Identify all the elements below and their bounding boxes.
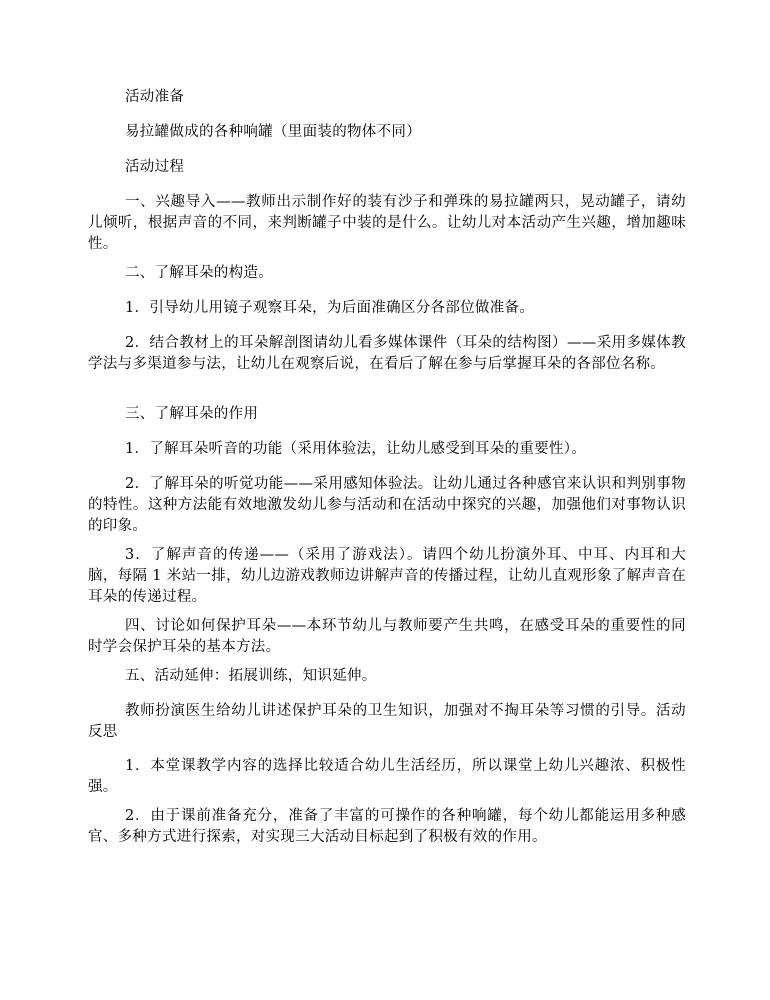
paragraph: 2．了解耳朵的听觉功能——采用感知体验法。让幼儿通过各种感官来认识和判别事物的特性。这种方法能有效地激发幼儿参与活动和在活动中探究的兴趣，加强他们对事物认识的印象。 xyxy=(88,476,686,534)
paragraph: 易拉罐做成的各种响罐（里面装的物体不同） xyxy=(125,124,421,140)
paragraph: 2．结合教材上的耳朵解剖图请幼儿看多媒体课件（耳朵的结构图）——采用多媒体教学法与多渠道参与法，让幼儿在观察后说，在看后了解在参与后掌握耳朵的各部位名称。 xyxy=(88,335,686,372)
paragraph: 2．由于课前准备充分，准备了丰富的可操作的各种响罐，每个幼儿都能运用多种感官、多种方式进行探索，对实现三大活动目标起到了积极有效的作用。 xyxy=(88,808,686,845)
paragraph: 1．引导幼儿用镜子观察耳朵，为后面准确区分各部位做准备。 xyxy=(125,300,535,316)
paragraph: 二、了解耳朵的构造。 xyxy=(125,265,273,281)
paragraph: 三、了解耳朵的作用 xyxy=(125,406,259,422)
section-heading-preparation: 活动准备 xyxy=(125,89,185,105)
section-heading-process: 活动过程 xyxy=(125,159,185,175)
paragraph: 3．了解声音的传递——（采用了游戏法）。请四个幼儿扮演外耳、中耳、内耳和大脑，每隔 1 米站一排，幼儿边游戏教师边讲解声音的传播过程，让幼儿直观形象了解声音在耳朵的传递过程。 xyxy=(88,547,686,605)
paragraph: 教师扮演医生给幼儿讲述保护耳朵的卫生知识，加强对不掏耳朵等习惯的引导。活动反思 xyxy=(88,703,686,740)
paragraph: 1．了解耳朵听音的功能（采用体验法，让幼儿感受到耳朵的重要性）。 xyxy=(125,441,587,457)
paragraph: 五、活动延伸：拓展训练，知识延伸。 xyxy=(125,668,377,684)
paragraph: 一、兴趣导入——教师出示制作好的装有沙子和弹珠的易拉罐两只，晃动罐子，请幼儿倾听，根据声音的不同，来判断罐子中装的是什么。让幼儿对本活动产生兴趣，增加趣味性。 xyxy=(88,194,686,252)
paragraph: 1．本堂课教学内容的选择比较适合幼儿生活经历，所以课堂上幼儿兴趣浓、积极性强。 xyxy=(88,758,686,795)
paragraph: 四、讨论如何保护耳朵——本环节幼儿与教师要产生共鸣，在感受耳朵的重要性的同时学会保护耳朵的基本方法。 xyxy=(88,618,686,655)
